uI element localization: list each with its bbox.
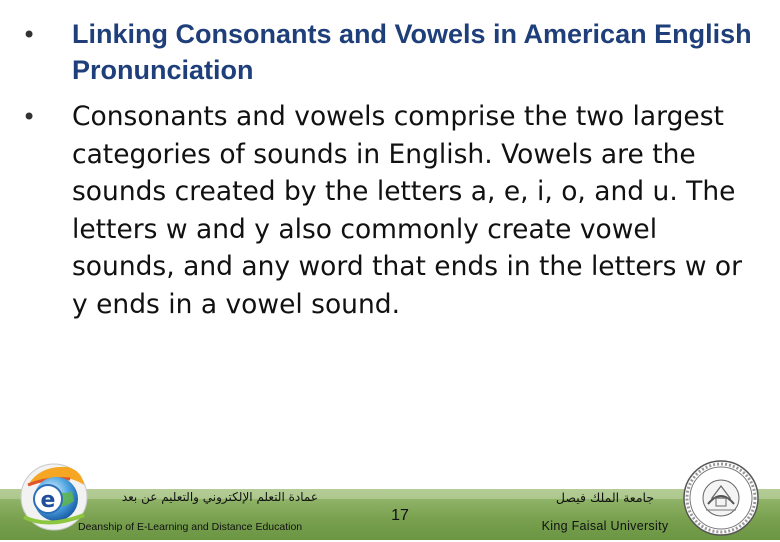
bullet-title (22, 16, 762, 88)
svg-text:e: e (40, 488, 56, 513)
footer-bar (0, 489, 780, 540)
bullet-text-title: Linking Consonants and Vowels in American English Pronunciation (72, 19, 752, 85)
university-seal-icon (678, 458, 764, 538)
deanship-label (78, 489, 318, 540)
bullet-symbol: • (22, 21, 37, 49)
bullet-symbol: • (22, 103, 37, 131)
deanship-english: Deanship of E-Learning and Distance Education (78, 521, 303, 533)
bullet-text-body: Consonants and vowels comprise the two largest categories of sounds in English. Vowels are the sounds created by the letters a, e, i, o, and u. The letters w and y also commonly create vowel sounds, and any word that ends in the letters w or y ends in a vowel sound. (72, 101, 743, 320)
e-learning-globe-logo-icon (18, 455, 92, 535)
deanship-arabic: عمادة التعلم الإلكتروني والتعليم عن بعد (121, 490, 318, 504)
bullet-body (22, 98, 762, 324)
university-english: King Faisal University (541, 519, 669, 533)
page-number: 17 (391, 507, 409, 524)
university-label (530, 489, 680, 540)
university-arabic: جامعة الملك فيصل (555, 490, 655, 505)
